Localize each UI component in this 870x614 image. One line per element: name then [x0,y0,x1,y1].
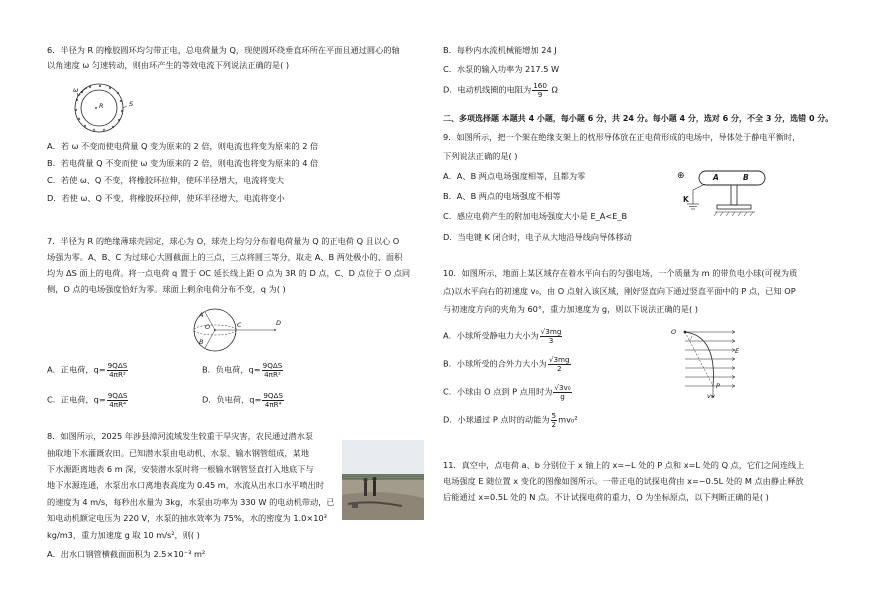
q6-fig-label-omega: ω [73,86,79,94]
q7-option-c-label: C．正电荷，q= [47,394,106,405]
q9-fig-label-a: A [713,173,719,182]
q10-stem-line3: 与初速度方向的夹角为 60°，重力加速度为 g，则以下说法正确的是( ) [443,304,698,314]
q8-option-a: A．出水口钢管横截面面积为 2.5×10⁻³ m² [47,549,206,559]
q7-option-c [47,392,129,408]
q8-stem-line4: 地下水源连通，水泵出水口离地表高度为 0.45 m，水流从出水口水平喷出时 [47,480,325,490]
q7-option-a-fraction [107,362,129,378]
q10-option-b-denominator: 2 [556,363,562,373]
q10-option-d-fraction [551,412,558,428]
q7-fig-label-o: O [205,323,211,331]
q7-stem-line2: 场强为零。A、B、C 为过球心大圆截面上的三点，三点将圆三等分，取走 A、B 两处极小的、面积 [47,252,403,262]
q7-fig-label-d: D [276,319,282,327]
q8-stem-line1: 8．如图所示，2025 年涉县漳河流域发生较重干旱灾害，农民通过潜水泵 [47,431,314,441]
q6-fig-label-s: S [129,100,134,108]
q7-option-b-label: B．负电荷，q= [202,364,261,375]
q10-option-c-fraction [553,384,571,400]
q7-option-b [202,362,284,378]
q9-stem-line2: 下列说法正确的是( ) [443,151,518,161]
q7-option-a [47,362,129,378]
q8-option-b: B．每秒内水流机械能增加 24 J [443,45,557,55]
q8-stem-line7: kg/m3，重力加速度 g 取 10 m/s²，则( ) [47,530,200,540]
q9-conductor-figure [675,168,775,220]
q10-option-d-suffix: mv₀² [558,414,578,425]
q8-option-d-label: D．电动机线圈的电阻为 [443,84,532,95]
q7-option-d [202,392,285,408]
q7-option-d-fraction [262,392,284,408]
q10-option-b-numerator: √3mg [548,355,570,364]
q7-option-a-numerator: 9QΔS [107,361,128,370]
q7-option-d-denominator: 4πR⁴ [264,399,282,409]
q10-option-d-numerator: 5 [551,411,557,420]
q10-option-c-numerator: √3v₀ [554,383,571,392]
q8-option-d-denominator: 9 [537,89,543,99]
q7-fig-label-b: B [199,338,204,346]
q9-fig-label-b: B [743,173,749,182]
q8-pump-photo [342,440,424,520]
q10-option-c-denominator: g [560,391,565,401]
q8-stem-line2: 抽取地下水灌溉农田。已知潜水泵由电动机、水泵、输水钢管组成，某地 [47,448,310,458]
q8-option-c: C．水泵的输入功率为 217.5 W [443,64,560,74]
q7-fig-label-c: C [237,321,242,329]
q10-option-d [443,412,577,428]
q9-option-b: B．A、B 两点的电场强度不相等 [443,191,561,201]
q10-option-a-label: A．小球所受静电力大小为 [443,330,539,341]
q10-option-a [443,328,563,344]
q7-option-c-denominator: 4πR⁴ [109,399,126,409]
q7-option-a-denominator: 4πR² [109,369,126,379]
q8-option-d-numerator: 160 [533,81,547,90]
q6-fig-label-r: R [99,102,104,110]
q11-stem-line3: 后能通过 x=0.5L 处的 N 点。不计试探电荷的重力，O 为坐标原点，以下判断正确的是( ) [443,492,769,502]
q10-option-c [443,384,573,400]
q6-option-c: C．若使 ω、Q 不变，将橡胶环拉伸，使环半径增大，电流将变大 [47,175,285,185]
q7-option-b-denominator: 4πR² [264,369,281,379]
q8-option-d-unit: Ω [551,84,558,95]
section-2-title: 二、多项选择题 本题共 4 小题，每小题 6 分，共 24 分。每小题 4 分，选对 6 分，不全 3 分，选错 0 分。 [443,114,834,123]
q8-option-d-fraction [532,82,548,98]
q10-option-a-fraction [540,328,563,344]
q7-fig-label-a: A [199,311,204,319]
q7-option-b-fraction [262,362,284,378]
q10-option-d-label: D．小球通过 P 点时的动能为 [443,414,550,425]
q10-fig-label-e: E [735,347,740,355]
q10-option-b-fraction [548,356,571,372]
q7-option-c-numerator: 9QΔS [107,391,128,400]
q6-option-a: A．若 ω 不变而使电荷量 Q 变为原来的 2 倍，则电流也将变为原来的 2 倍 [47,141,319,151]
q10-fig-label-o: O [671,328,677,336]
q9-fig-positive-charge: ⊕ [677,171,685,181]
q10-option-b-label: B．小球所受的合外力大小为 [443,358,547,369]
q7-option-d-label: D．负电荷，q= [202,394,262,405]
q10-stem-line2: 点)以水平向右的初速度 v₀，由 O 点射入该区域，刚好竖直向下通过竖直平面中的 P 点，已知 OP [443,286,796,296]
q7-option-d-numerator: 9QΔS [263,391,284,400]
q11-stem-line2: 电场强度 E 随位置 x 变化的图像如图所示。一带正电的试探电荷由 x=−0.5L 处的 M 点由静止释放 [443,476,804,486]
q10-option-a-denominator: 3 [548,335,554,345]
q10-option-b [443,356,572,372]
q7-option-a-label: A．正电荷，q= [47,364,106,375]
q8-stem-line3: 下水源距离地表 6 m 深，安装潜水泵时将一根输水钢管竖直打入地底下与 [47,464,314,474]
q6-stem-line2: 以角速度 ω 匀速转动，则由环产生的等效电流下列说法正确的是( ) [47,60,290,70]
q6-option-b: B．若电荷量 Q 不变而使 ω 变为原来的 2 倍，则电流也将变为原来的 4 倍 [47,158,319,168]
q10-fig-label-p: P [716,382,720,390]
q7-option-b-numerator: 9QΔS [262,361,283,370]
q10-stem-line1: 10．如图所示，地面上某区域存在着水平向右的匀强电场，一个质量为 m 的带负电小球(可视为质 [443,268,798,278]
q6-option-d: D．若使 ω、Q 不变，将橡胶环拉伸，使环半径增大，电流将变小 [47,193,285,203]
q7-stem-line3: 均为 ΔS 面上的电荷。将一点电荷 q 置于 OC 延长线上距 O 点为 3R 的 D 点，C、D 点位于 O 点同 [47,268,411,278]
q9-fig-label-k: K [683,195,689,204]
q8-stem-line6: 知电动机额定电压为 220 V，水泵的抽水效率为 75%，水的密度为 1.0×10³ [47,513,327,523]
q10-option-d-denominator: 2 [551,419,557,429]
q8-option-d [443,82,558,98]
q8-stem-line5: 的速度为 4 m/s，每秒出水量为 3kg，水泵由功率为 330 W 的电动机带动，已 [47,497,335,507]
q9-stem-line1: 9．如图所示，把一个架在绝缘支架上的枕形导体放在正电荷形成的电场中，导体处于静电平衡时， [443,132,801,142]
q10-option-a-numerator: √3mg [540,327,562,336]
q11-stem-line1: 11．真空中，点电荷 a、b 分别位于 x 轴上的 x=−L 处的 P 点和 x=L 处的 Q 点，它们之间连线上 [443,460,805,470]
q9-option-a: A．A、B 两点电场强度相等，且都为零 [443,171,586,181]
q9-option-c: C．感应电荷产生的附加电场强度大小是 E_A<E_B [443,211,628,221]
q9-option-d: D．当电键 K 闭合时，电子从大地沿导线向导体移动 [443,232,632,242]
q7-option-c-fraction [107,392,129,408]
q10-fig-label-v0: v₀ [707,392,714,400]
q10-option-c-label: C．小球由 O 点到 P 点用时为 [443,386,553,397]
q7-stem-line4: 侧，O 点的电场强度恰好为零。球面上剩余电荷分布不变，q 为( ) [47,284,286,294]
q6-stem-line1: 6．半径为 R 的橡胶圆环均匀带正电，总电荷量为 Q，现使圆环绕垂直环所在平面且通过圆心的轴 [47,45,400,55]
q7-stem-line1: 7．半径为 R 的绝缘薄球壳固定，球心为 O，球壳上均匀分布着电荷量为 Q 的正电荷 Q 且以心 O [47,236,400,246]
